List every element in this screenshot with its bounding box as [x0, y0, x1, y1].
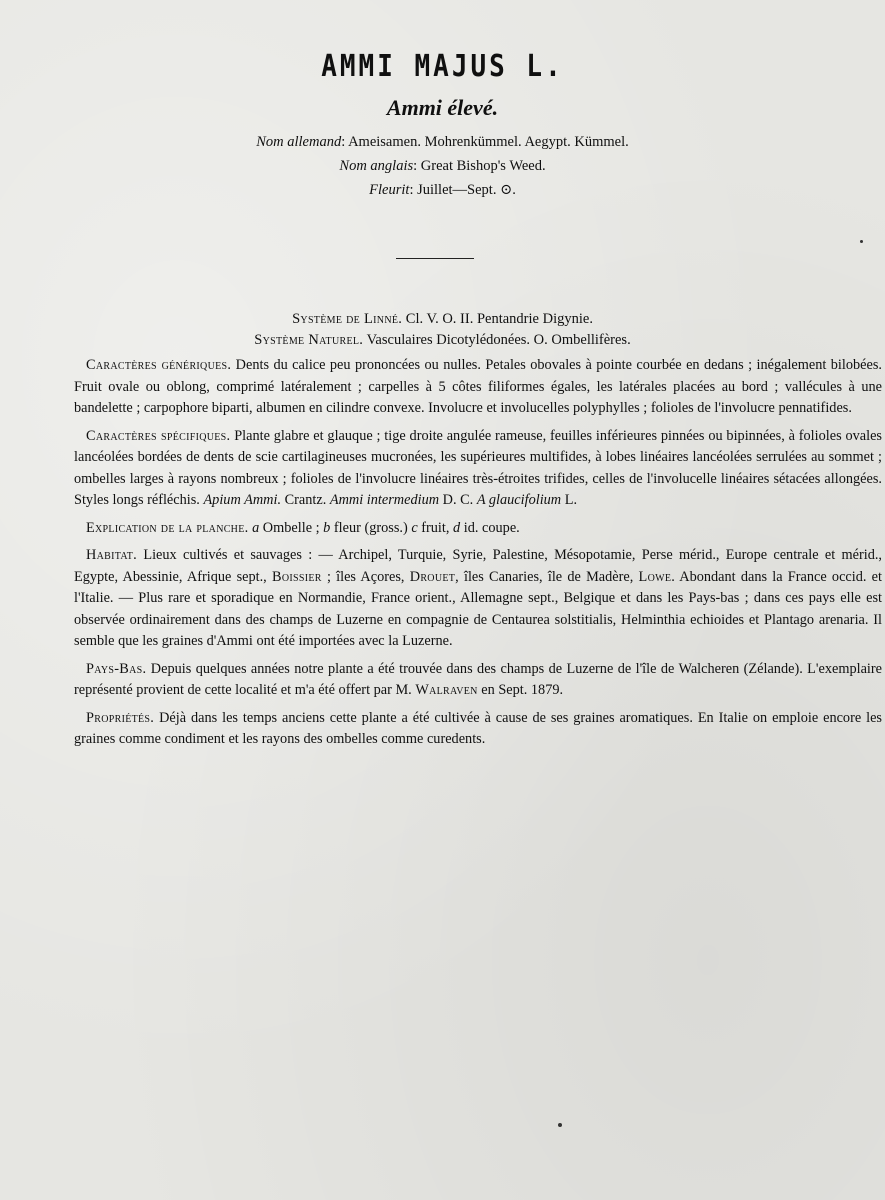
english-name-label: Nom anglais: [339, 158, 414, 174]
habitat-text-1: Lieux cultivés et sauvages : — Archipel, Turquie, Syrie, Palestine, Mésopotamie, Perse mérid., Europe centrale et mérid., Egypte, Abessinie, Afrique sept.,: [74, 547, 882, 585]
divider-rule: [396, 258, 474, 259]
synonym-2-author: D. C.: [439, 492, 477, 508]
habitat-text-3: , îles Canaries, île de Madère,: [455, 568, 639, 585]
habitat-author-drouet: Drouet: [409, 568, 456, 585]
plate-explanation-label: Explication de la planche.: [86, 519, 249, 536]
german-name-value: : Ameisamen. Mohrenkümmel. Aegypt. Kümmel.: [341, 134, 629, 150]
german-name-label: Nom allemand: [256, 134, 342, 150]
figure-a-text: Ombelle ;: [259, 519, 324, 536]
print-speck: [558, 1123, 562, 1127]
generic-characters-text: Dents du calice peu prononcées ou nulles. Petales obovales à pointe courbée en dedans ; inégalement bilobées. Fruit ovale ou oblong, comprimé latéralement ; carpelles à 5 côtes filiformes égales, les latérales placées au bord ; vallécules à une bandelette ; carpophore biparti, albumen en cilindre convexe. Involucre et involucelles polyphylles ; folioles de l'involucre pennatifides.: [74, 357, 882, 416]
generic-characters-label: Caractères génériques.: [86, 357, 232, 373]
habitat-label: Habitat.: [86, 547, 138, 563]
generic-characters-paragraph: [74, 355, 882, 420]
linne-system-label: Système de Linné.: [292, 311, 403, 327]
specific-characters-paragraph: [74, 426, 882, 512]
linne-system-line: [0, 309, 885, 330]
page-title: AMMI MAJUS L.: [321, 49, 564, 85]
netherlands-label: Pays-Bas.: [86, 660, 147, 677]
properties-label: Propriétés.: [86, 709, 155, 726]
synonym-2: Ammi intermedium: [329, 492, 440, 508]
natural-system-label: Système Naturel.: [254, 332, 364, 348]
netherlands-text: Depuis quelques années notre plante a été trouvée dans des champs de Luzerne de l'île de Walcheren (Zélande). L'exemplaire représenté provient de cette localité et m'a été offert par M.: [74, 660, 882, 698]
synonym-1: Apium Ammi.: [203, 492, 282, 508]
properties-text: Déjà dans les temps anciens cette plante a été cultivée à cause de ses graines aromatiques. En Italie on emploie encore les graines comme condiment et les rayons des ombelles comme curedents.: [74, 709, 882, 747]
english-name-value: : Great Bishop's Weed.: [413, 158, 546, 174]
netherlands-paragraph: [74, 659, 882, 702]
habitat-paragraph: [74, 545, 882, 653]
figure-letter-b: b: [323, 519, 331, 536]
flowering-value: : Juillet—Sept. ⊙.: [409, 182, 516, 198]
synonym-3-author: L.: [561, 492, 578, 508]
properties-paragraph: [74, 708, 882, 751]
description-body: [74, 355, 882, 757]
specific-characters-text: Plante glabre et glauque ; tige droite angulée rameuse, feuilles inférieures pinnées ou bipinnées, à folioles ovales lancéolées bordées de dents de scie cartilagineuses mucronées, les supérieures multifides, à lobes linéaires lancéolées serrulées au sommet ; ombelles larges à rayons nombreux ; folioles de l'involucre linéaires très-étroites trifides, celles de l'involucelle linéaires sétacées allongées. Styles longs réfléchis.: [74, 427, 882, 508]
flowering-line: [0, 178, 885, 202]
figure-b-text: fleur (gross.): [330, 519, 412, 536]
synonym-3: A glaucifolium: [476, 492, 562, 508]
natural-system-line: [0, 330, 885, 351]
linne-system-value: Cl. V. O. II. Pentandrie Digynie.: [402, 311, 593, 327]
netherlands-text-2: en Sept. 1879.: [477, 682, 564, 698]
synonym-1-author: Crantz.: [281, 492, 330, 508]
habitat-author-boissier: Boissier: [271, 568, 322, 585]
habitat-text-2: ; îles Açores,: [321, 568, 410, 585]
figure-c-text: fruit,: [417, 519, 454, 536]
english-name-line: [0, 154, 885, 178]
plate-explanation-paragraph: [74, 518, 882, 540]
habitat-text-4: . Abondant dans la France occid. et l'Italie. — Plus rare et sporadique en Normandie, France orient., Allemagne sept., Belgique et dans les Pays-bas ; dans ces pays elle est observée ordinairement dans des champs de Luzerne en compagnie de Centaurea solstitialis, Helminthia echioides et Plantago arenaria. Il semble que les graines d'Ammi ont été importées avec la Luzerne.: [74, 568, 883, 649]
figure-letter-d: d: [453, 519, 461, 536]
common-names: [0, 130, 885, 202]
figure-d-text: id. coupe.: [460, 519, 520, 536]
flowering-label: Fleurit: [369, 182, 410, 198]
figure-letter-a: a: [252, 519, 260, 536]
netherlands-author-walraven: Walraven: [415, 682, 478, 698]
figure-letter-c: c: [411, 519, 418, 536]
print-speck: [860, 240, 863, 243]
habitat-author-lowe: Lowe: [638, 568, 672, 585]
specific-characters-label: Caractères spécifiques.: [86, 427, 231, 444]
classification-systems: [0, 309, 885, 351]
natural-system-value: Vasculaires Dicotylédonées. O. Ombellifères.: [363, 332, 631, 348]
page-subtitle: Ammi élevé.: [386, 95, 499, 120]
german-name-line: [0, 130, 885, 154]
